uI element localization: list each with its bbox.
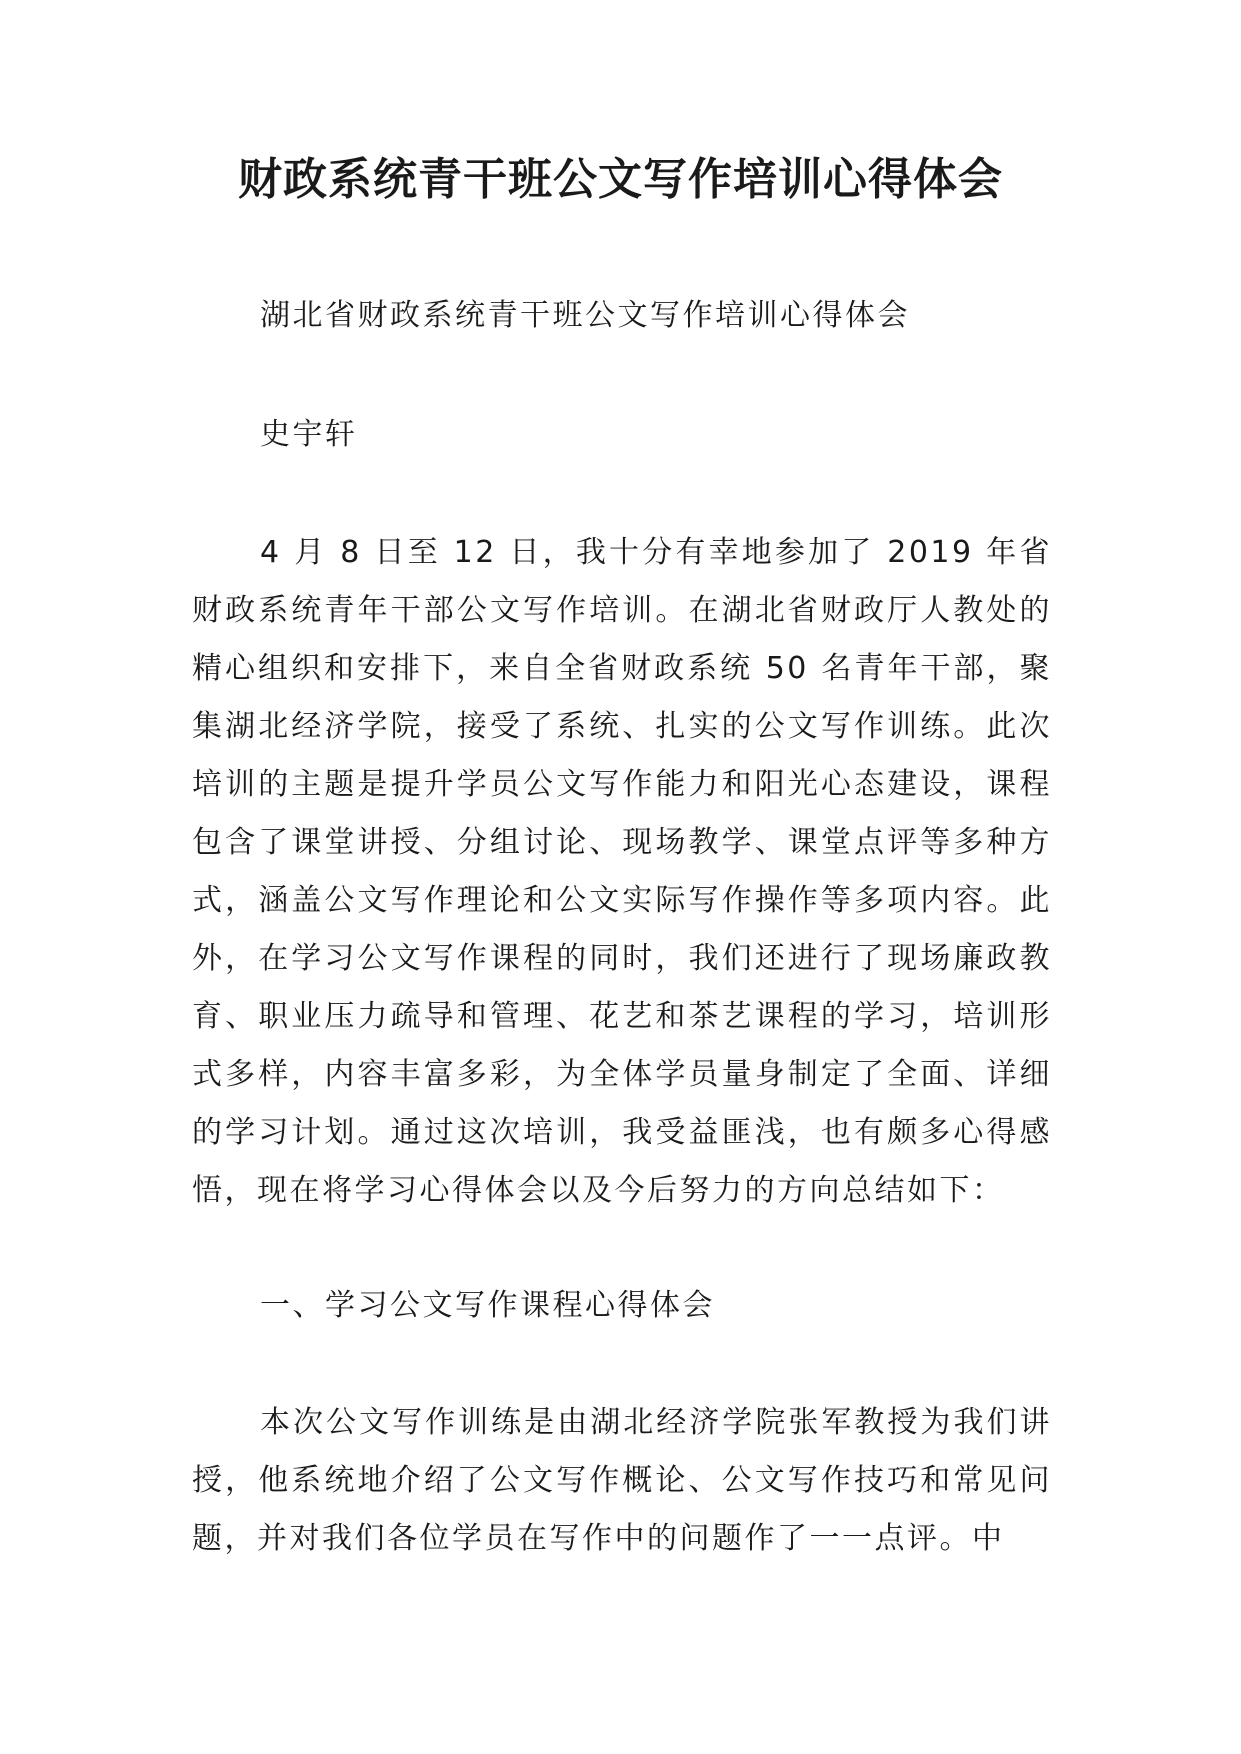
intro-paragraph: 4 月 8 日至 12 日，我十分有幸地参加了 2019 年省财政系统青年干部公文写作培训。在湖北省财政厅人教处的精心组织和安排下，来自全省财政系统 50 名青年干部，聚集湖北经济学院，接受了系统、扎实的公文写作训练。此次培训的主题是提升学员公文写作能力和阳光心态建设，课程包含了课堂讲授、分组讨论、现场教学、课堂点评等多种方式，涵盖公文写作理论和公文实际写作操作等多项内容。此外，在学习公文写作课程的同时，我们还进行了现场廉政教育、职业压力疏导和管理、花艺和茶艺课程的学习，培训形式多样，内容丰富多彩，为全体学员量身制定了全面、详细的学习计划。通过这次培训，我受益匪浅，也有颇多心得感悟，现在将学习心得体会以及今后努力的方向总结如下： <box>192 535 1052 1208</box>
document-subtitle: 湖北省财政系统青干班公文写作培训心得体会 <box>260 298 910 333</box>
section-heading: 一、学习公文写作课程心得体会 <box>260 1288 715 1323</box>
body-paragraph: 本次公文写作训练是由湖北经济学院张军教授为我们讲授，他系统地介绍了公文写作概论、公文写作技巧和常见问题，并对我们各位学员在写作中的问题作了一一点评。中 <box>192 1405 1052 1556</box>
author-name: 史宇轩 <box>260 417 358 452</box>
document-title: 财政系统青干班公文写作培训心得体会 <box>238 154 1003 205</box>
